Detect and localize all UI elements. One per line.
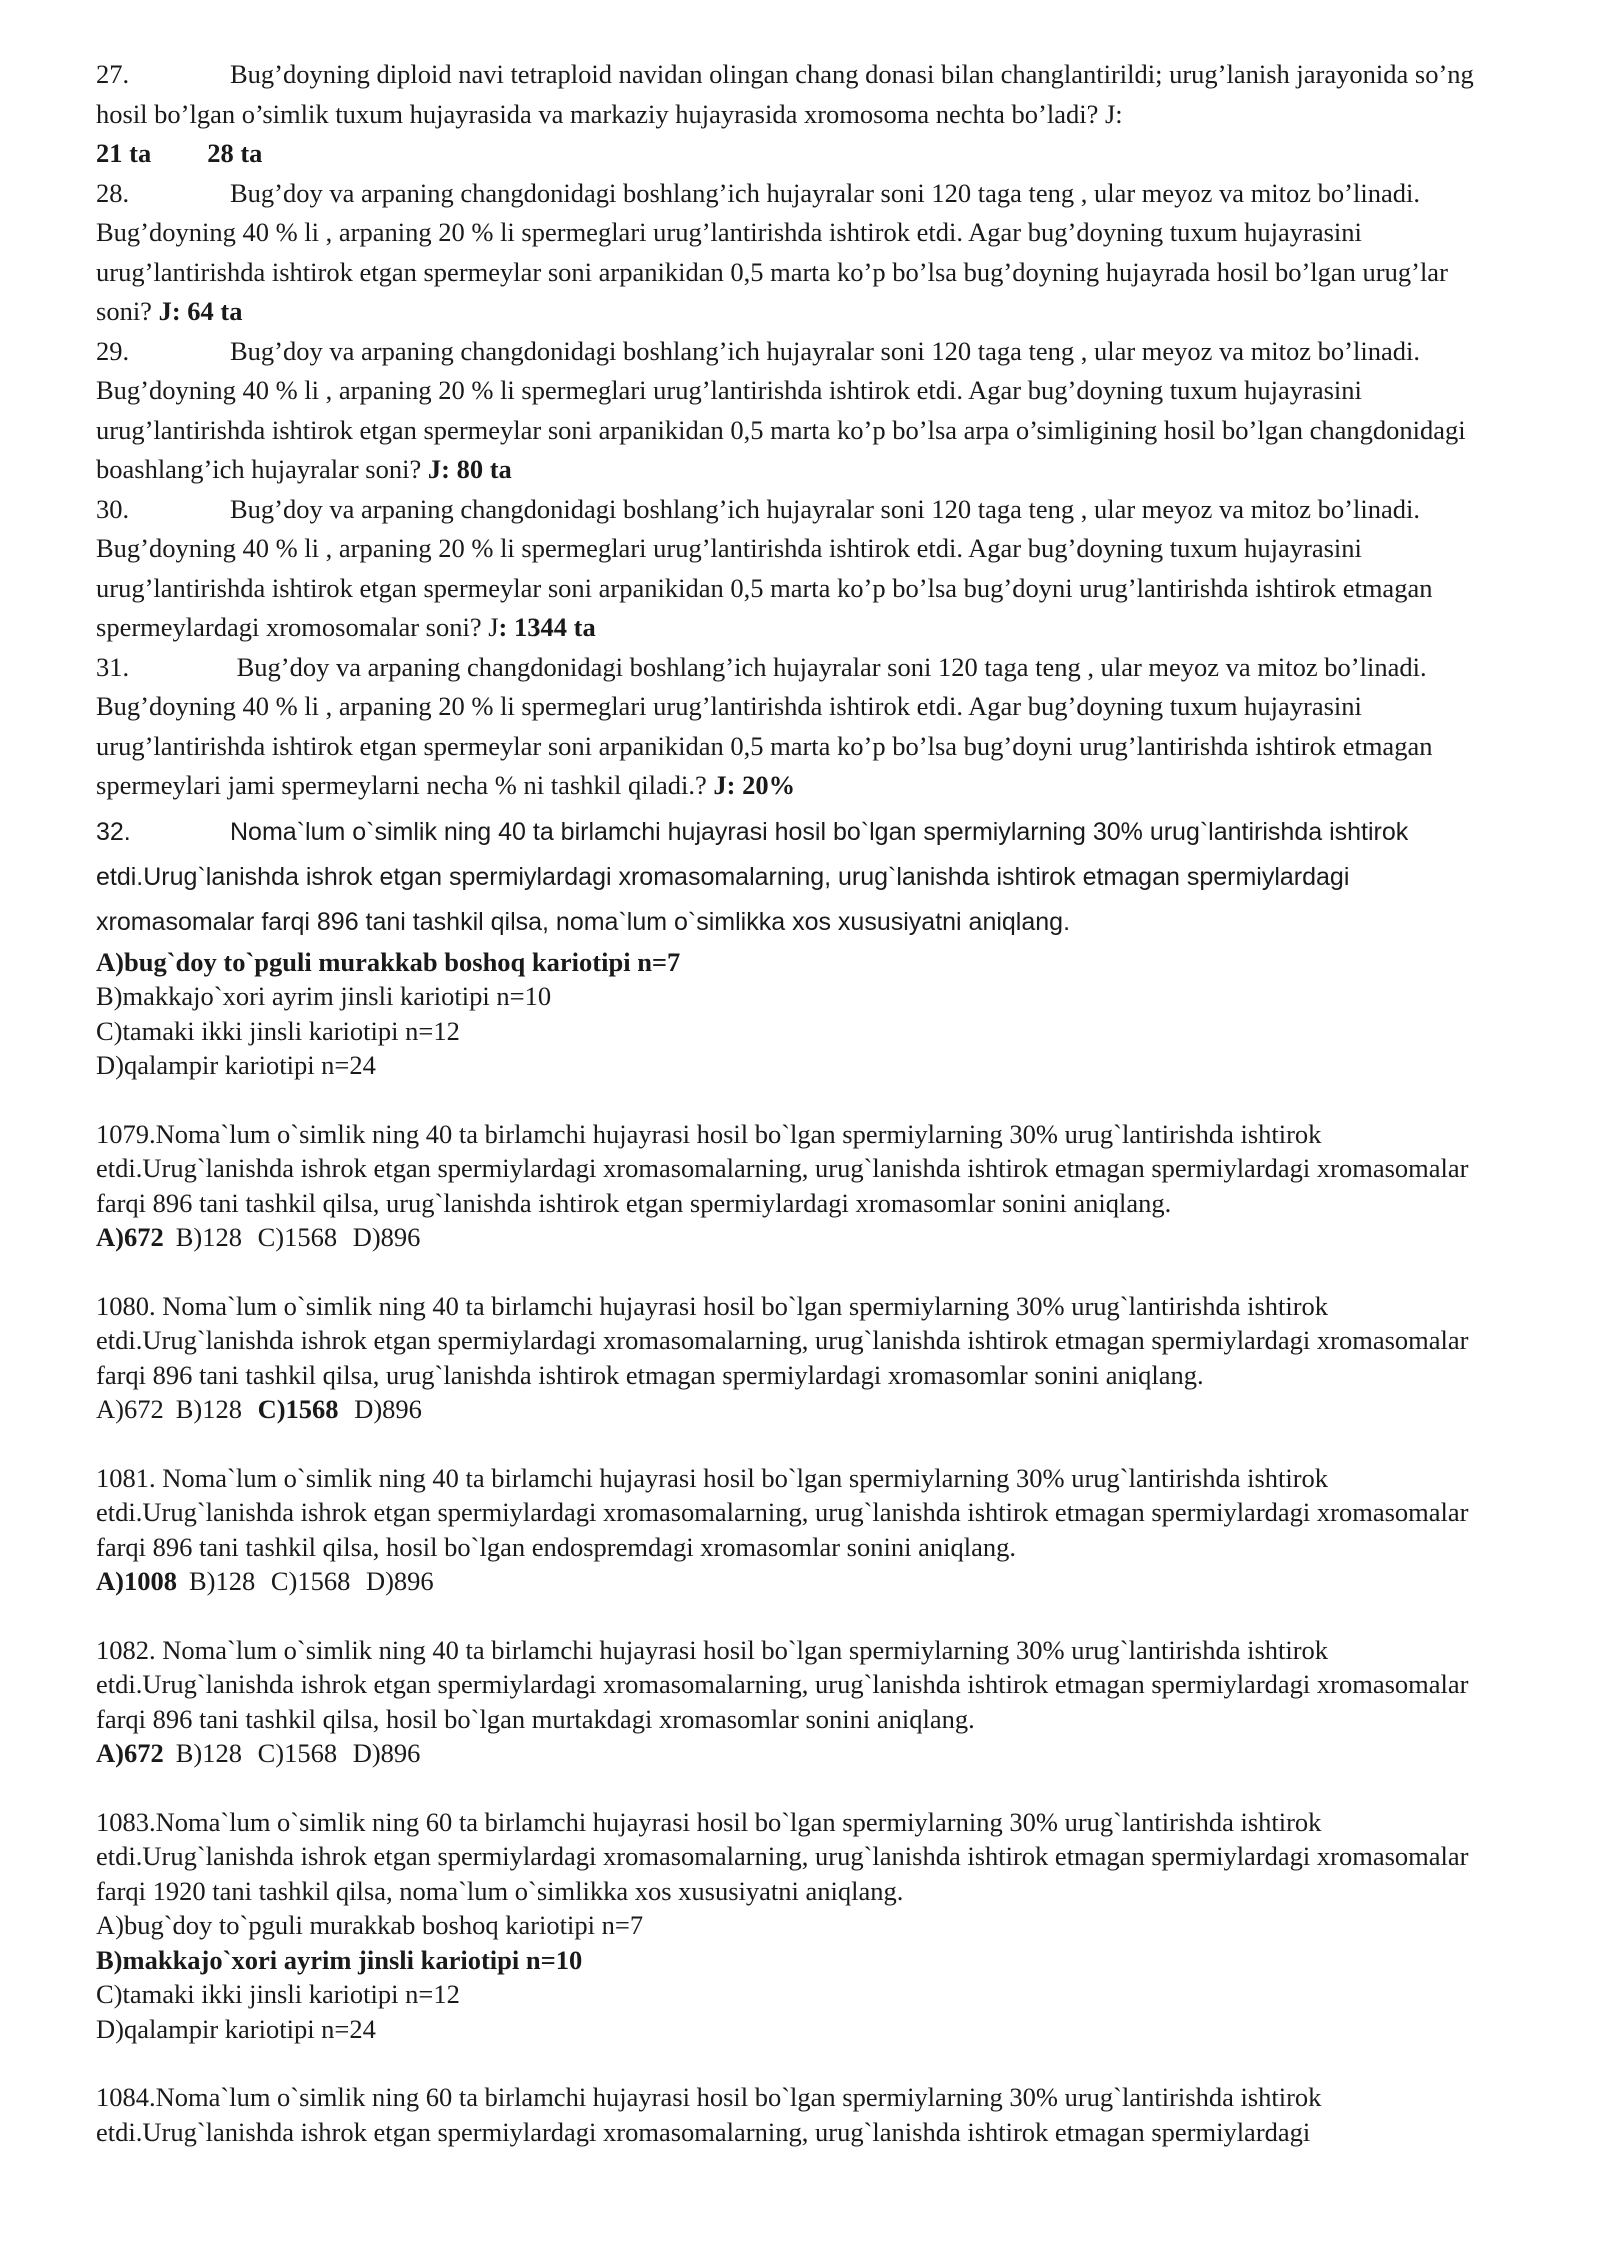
option-b: B)makkajo`xori ayrim jinsli kariotipi n=10 [96, 981, 552, 1011]
question-1082 [96, 1633, 1490, 1771]
answer-second: 28 ta [207, 138, 263, 168]
question-number: 30. [96, 493, 130, 524]
question-number: 29. [96, 335, 130, 366]
question-body: 1081. Noma`lum o`simlik ning 40 ta birlamchi hujayrasi hosil bo`lgan spermiylarning 30% urug`lantirishda ishtirok etdi.Urug`lanishda ishrok etgan spermiylardagi xromasomalarning, urug`lanishda ishtirok etmagan spermiylardagi xromasomalar farqi 896 tani tashkil qilsa, hosil bo`lgan endospremdagi xromasomlar sonini aniqlang. [96, 1462, 1469, 1562]
choice-d: D)896 [354, 1394, 422, 1424]
choice-d: D)896 [352, 1222, 421, 1252]
question-30 [96, 490, 1490, 648]
choice-d: D)896 [365, 1566, 434, 1596]
choice-d: D)896 [352, 1738, 421, 1768]
answer-first: 21 ta [96, 138, 152, 168]
question-body: 1084.Noma`lum o`simlik ning 60 ta birlamchi hujayrasi hosil bo`lgan spermiylarning 30% urug`lantirishda ishtirok etdi.Urug`lanishda ishrok etgan spermiylardagi xromasomalarning, urug`lanishda ishtirok etmagan spermiylardagi [96, 2082, 1322, 2147]
answer: J: 20% [713, 770, 796, 800]
question-1084 [96, 2080, 1490, 2149]
option-d: D)qalampir kariotipi n=24 [96, 2013, 376, 2044]
choice-b: B)128 [175, 1222, 242, 1252]
answer: J: 64 ta [158, 296, 243, 326]
option-a: A)bug`doy to`pguli murakkab boshoq kariotipi n=7 [96, 946, 681, 977]
choice-a: A)1008 [96, 1566, 177, 1596]
question-28 [96, 174, 1490, 332]
option-d: D)qalampir kariotipi n=24 [96, 1050, 376, 1080]
question-body: Bug’doy va arpaning changdonidagi boshlang’ich hujayralar soni 120 taga teng , ular meyoz va mitoz bo’linadi. Bug’doyning 40 % li , arpaning 20 % li spermeglari urug’lantirishda ishtirok etdi. Agar bug’doyning tuxum hujayrasini urug’lantirishda ishtirok etgan spermeylar soni arpanikidan 0,5 marta ko’p bo’lsa bug’doyni urug’lantirishda ishtirok etmagan spermeylardagi xromosomalar soni? J [96, 493, 1433, 642]
answer-choices [96, 1564, 1490, 1599]
question-1081 [96, 1461, 1490, 1599]
question-27 [96, 55, 1490, 174]
choice-b: B)128 [175, 1738, 242, 1768]
question-body: 1083.Noma`lum o`simlik ning 60 ta birlamchi hujayrasi hosil bo`lgan spermiylarning 30% urug`lantirishda ishtirok etdi.Urug`lanishda ishrok etgan spermiylardagi xromasomalarning, urug`lanishda ishtirok etmagan spermiylardagi xromasomalar farqi 1920 tani tashkil qilsa, noma`lum o`simlikka xos xususiyatni aniqlang. [96, 1806, 1469, 1906]
question-body: Bug’doyning diploid navi tetraploid navidan olingan chang donasi bilan changlantirildi; urug’lanish jarayonida so’ng hosil bo’lgan o’simlik tuxum hujayrasida va markaziy hujayrasida xromosoma nechta bo’ladi? J: [96, 59, 1474, 129]
choice-c: C)1568 [257, 1394, 339, 1424]
choice-c: C)1568 [270, 1566, 351, 1596]
question-body: 1080. Noma`lum o`simlik ning 40 ta birlamchi hujayrasi hosil bo`lgan spermiylarning 30% urug`lantirishda ishtirok etdi.Urug`lanishda ishrok etgan spermiylardagi xromasomalarning, urug`lanishda ishtirok etmagan spermiylardagi xromasomalar farqi 896 tani tashkil qilsa, urug`lanishda ishtirok etmagan spermiylardagi xromasomlar sonini aniqlang. [96, 1290, 1469, 1390]
option-c: C)tamaki ikki jinsli kariotipi n=12 [96, 1979, 460, 2009]
question-27-text [96, 55, 1490, 134]
choice-c: C)1568 [257, 1738, 338, 1768]
question-1080 [96, 1289, 1490, 1427]
question-31 [96, 648, 1490, 806]
question-number: 31. [96, 651, 130, 682]
answer-choices [96, 1736, 1490, 1771]
question-body: 1082. Noma`lum o`simlik ning 40 ta birlamchi hujayrasi hosil bo`lgan spermiylarning 30% urug`lantirishda ishtirok etdi.Urug`lanishda ishrok etgan spermiylardagi xromasomalarning, urug`lanishda ishtirok etmagan spermiylardagi xromasomalar farqi 896 tani tashkil qilsa, hosil bo`lgan murtakdagi xromasomlar sonini aniqlang. [96, 1634, 1469, 1734]
question-1083 [96, 1805, 1490, 2047]
option-b: B)makkajo`xori ayrim jinsli kariotipi n=10 [96, 1944, 583, 1975]
choice-b: B)128 [188, 1566, 256, 1596]
question-body: Noma`lum o`simlik ning 40 ta birlamchi hujayrasi hosil bo`lgan spermiylarning 30% urug`lantirishda ishtirok etdi.Urug`lanishda ishrok etgan spermiylardagi xromasomalarning, urug`lanishda ishtirok etmagan spermiylardagi xromasomalar farqi 896 tani tashkil qilsa, noma`lum o`simlikka xos xususiyatni aniqlang. [96, 817, 1409, 936]
answer-choices [96, 1220, 1490, 1255]
choice-c: C)1568 [257, 1222, 338, 1252]
question-29 [96, 332, 1490, 490]
option-c: C)tamaki ikki jinsli kariotipi n=12 [96, 1015, 460, 1046]
choice-b: B)128 [175, 1394, 242, 1424]
question-27-answer [96, 134, 1490, 174]
choice-a: A)672 [96, 1394, 164, 1424]
question-32-options [96, 945, 1490, 1083]
answer: J: 80 ta [427, 454, 512, 484]
question-body: Bug’doy va arpaning changdonidagi boshlang’ich hujayralar soni 120 taga teng , ular meyoz va mitoz bo’linadi. Bug’doyning 40 % li , arpaning 20 % li spermeglari urug’lantirishda ishtirok etdi. Agar bug’doyning tuxum hujayrasini urug’lantirishda ishtirok etgan spermeylar soni arpanikidan 0,5 marta ko’p bo’lsa bug’doyning hujayrada hosil bo’lgan urug’lar soni? [96, 177, 1448, 326]
question-body: Bug’doy va arpaning changdonidagi boshlang’ich hujayralar soni 120 taga teng , ular meyoz va mitoz bo’linadi. Bug’doyning 40 % li , arpaning 20 % li spermeglari urug’lantirishda ishtirok etdi. Agar bug’doyning tuxum hujayrasini urug’lantirishda ishtirok etgan spermeylar soni arpanikidan 0,5 marta ko’p bo’lsa arpa o’simligining hosil bo’lgan changdonidagi boashlang’ich hujayralar soni? [96, 335, 1466, 484]
choice-a: A)672 [96, 1222, 164, 1252]
question-body: Bug’doy va arpaning changdonidagi boshlang’ich hujayralar soni 120 taga teng , ular meyoz va mitoz bo’linadi. Bug’doyning 40 % li , arpaning 20 % li spermeglari urug’lantirishda ishtirok etdi. Agar bug’doyning tuxum hujayrasini urug’lantirishda ishtirok etgan spermeylar soni arpanikidan 0,5 marta ko’p bo’lsa bug’doyni urug’lantirishda ishtirok etmagan spermeylari jami spermeylarni necha % ni tashkil qiladi.? [96, 651, 1433, 800]
option-a: A)bug`doy to`pguli murakkab boshoq kariotipi n=7 [96, 1910, 644, 1940]
question-1079 [96, 1117, 1490, 1255]
question-number: 32. [96, 817, 131, 846]
answer: : 1344 ta [498, 612, 596, 642]
choice-a: A)672 [96, 1738, 164, 1768]
question-number: 27. [96, 59, 130, 89]
question-body: 1079.Noma`lum o`simlik ning 40 ta birlamchi hujayrasi hosil bo`lgan spermiylarning 30% urug`lantirishda ishtirok etdi.Urug`lanishda ishrok etgan spermiylardagi xromasomalarning, urug`lanishda ishtirok etmagan spermiylardagi xromasomalar farqi 896 tani tashkil qilsa, urug`lanishda ishtirok etgan spermiylardagi xromasomlar sonini aniqlang. [96, 1118, 1469, 1218]
question-number: 28. [96, 177, 130, 208]
answer-choices [96, 1392, 1490, 1427]
question-32 [96, 810, 1490, 1083]
